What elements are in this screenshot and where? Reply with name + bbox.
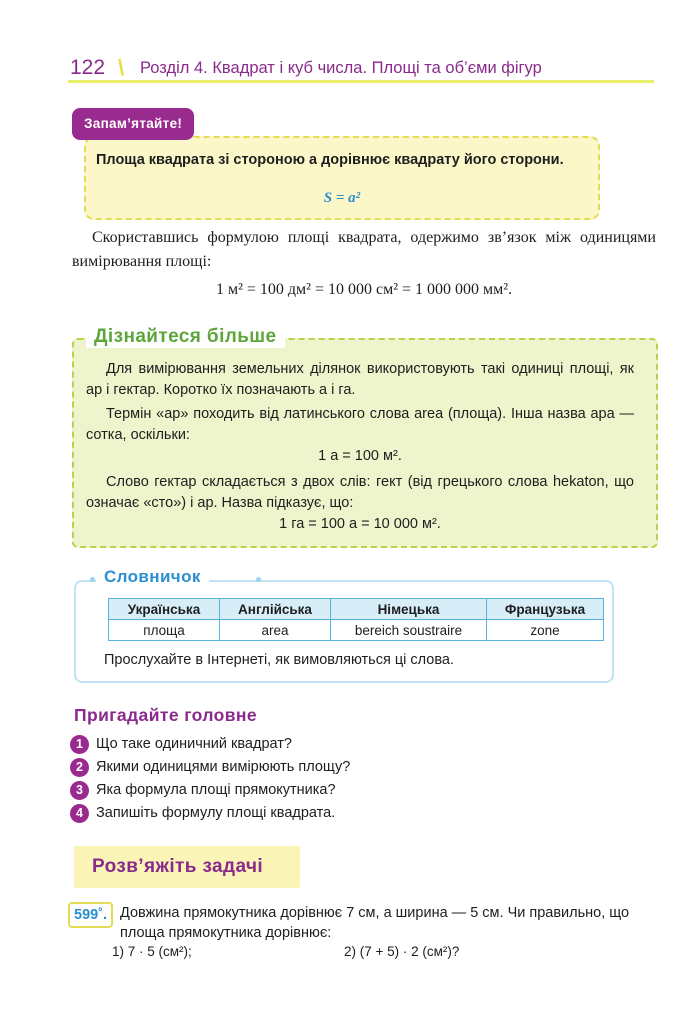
recall-item [70,734,292,754]
hectare-equation: 1 га = 100 а = 10 000 м². [279,516,441,532]
solve-title: Розв’яжіть задачі [92,856,264,877]
recall-title: Пригадайте головне [74,705,257,725]
number-badge-icon: 1 [70,735,89,754]
learn-more-paragraph-3: Слово гектар складається з двох слів: гект (від грецького слова hekaton, що означає «сто») і ар. Назва підказує, що: [86,474,634,511]
recall-item [70,780,336,800]
square-area-formula: S = a² [323,190,361,206]
header-rule [68,80,654,83]
recall-item [70,803,335,823]
main-paragraph: Скориставшись формулою площі квадрата, одержимо зв’язок між одиницями вимірювання площі: [72,229,656,270]
glossary-dot-right [256,577,261,582]
task-option-2: 2) (7 + 5) · 2 (см²)? [344,944,460,959]
glossary-header-french: Французька [487,599,604,620]
glossary-header-row [109,599,604,620]
recall-item-text: Що таке одиничний квадрат? [96,736,292,752]
number-badge-icon: 2 [70,758,89,777]
remember-rule-text: Площа квадрата зі стороною a дорівнює квадрату його сторони. [96,152,564,168]
learn-more-paragraph-2: Термін «ар» походить від латинського слова area (площа). Інша назва ара — сотка, оскільки: [86,406,634,443]
learn-more-paragraph-1: Для вимірювання земельних ділянок використовують такі одиниці площі, як ар і гектар. Коротко їх позначають а і га. [86,361,634,398]
remember-tab: Запам’ятайте! [72,108,194,140]
task-number: 599˚. [68,902,113,928]
glossary-header-ukrainian: Українська [109,599,220,620]
number-badge-icon: 3 [70,781,89,800]
chapter-title: Розділ 4. Квадрат і куб числа. Площі та об’єми фігур [140,59,542,77]
task-option-1: 1) 7 · 5 (см²); [112,944,192,959]
glossary-header-english: Англійська [220,599,331,620]
recall-item-text: Якими одиницями вимірюють площу? [96,759,351,775]
glossary-note: Прослухайте в Інтернеті, як вимовляються ці слова. [104,652,454,668]
glossary-cell-ukrainian: площа [109,620,220,641]
header-divider: \ [118,55,125,80]
glossary-dot-left [90,577,95,582]
glossary-row [109,620,604,641]
are-equation: 1 а = 100 м². [318,448,402,464]
glossary-cell-english: area [220,620,331,641]
recall-item [70,757,350,777]
number-badge-icon: 4 [70,804,89,823]
glossary-cell-french: zone [487,620,604,641]
learn-more-title: Дізнайтеся більше [86,326,285,348]
glossary-header-german: Німецька [331,599,487,620]
area-units-equation: 1 м² = 100 дм² = 10 000 см² = 1 000 000 мм². [215,281,513,298]
recall-item-text: Запишіть формулу площі квадрата. [96,805,336,821]
glossary-cell-german: bereich soustraire [331,620,487,641]
task-text: Довжина прямокутника дорівнює 7 см, а ширина — 5 см. Чи правильно, що площа прямокутника дорівнює: [120,905,630,941]
page-number: 122 [70,56,106,79]
glossary-title: Словничок [96,567,209,587]
glossary-table [108,598,604,641]
recall-item-text: Яка формула площі прямокутника? [96,782,336,798]
